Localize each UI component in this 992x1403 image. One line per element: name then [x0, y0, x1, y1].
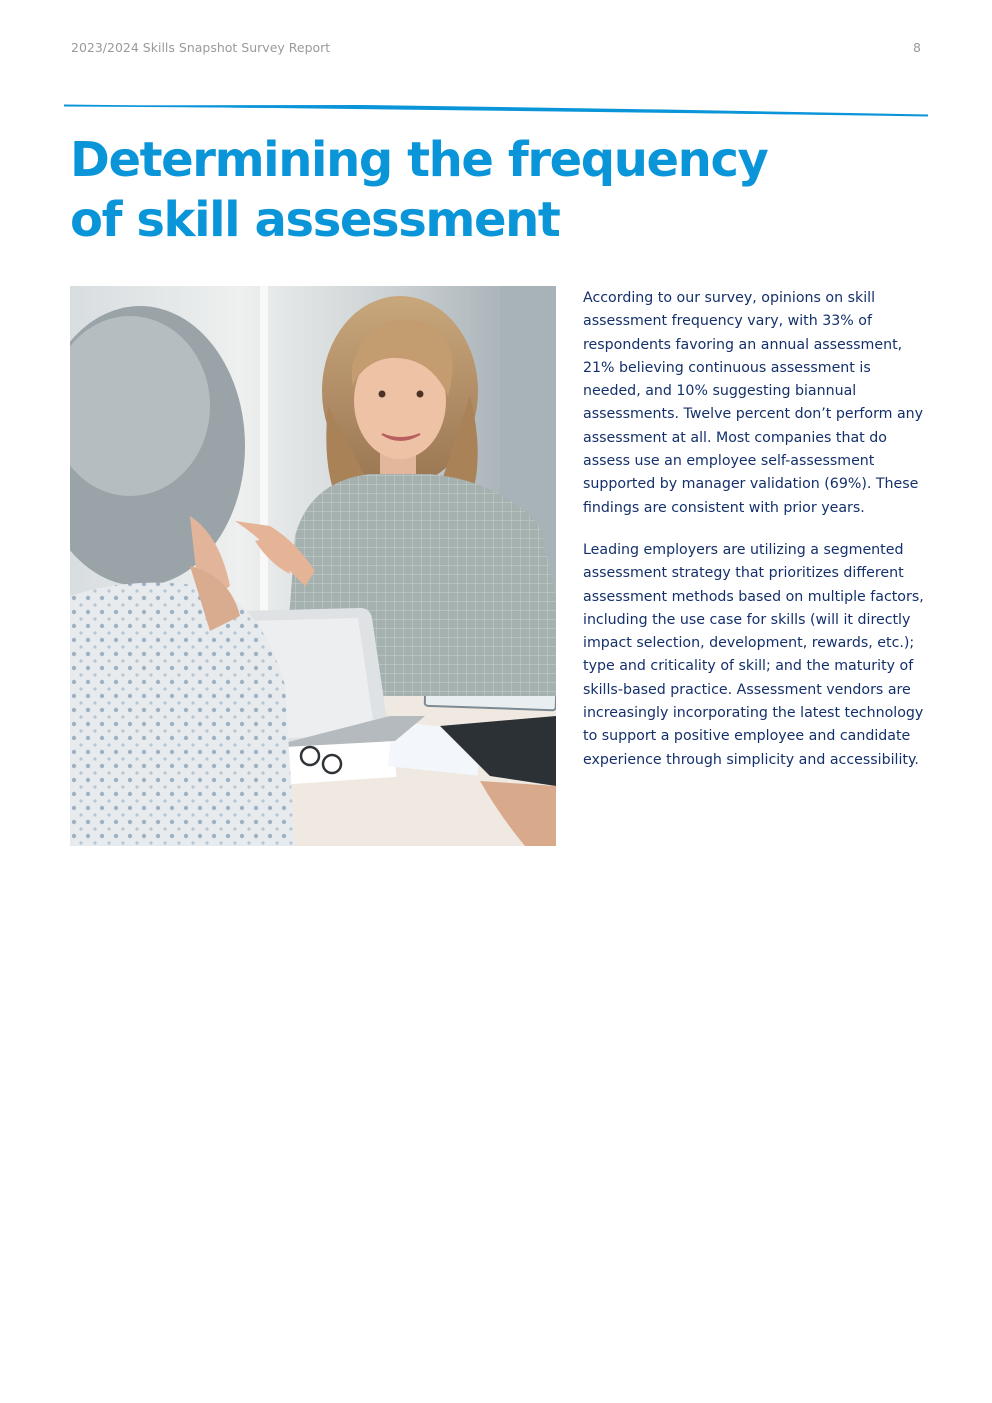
accent-brush-rule [64, 102, 928, 118]
body-paragraph-2: Leading employers are utilizing a segmented assessment strategy that prioritizes different assessment methods based on multiple factors, including the use case for skills (will it directly impact selection, development, rewards, etc.); type and criticality of skill; and the maturity of skills-based practice. Assessment vendors are increasingly incorporating the latest technology to support a positive employee and candidate experience through simplicity and accessibility. [583, 541, 924, 768]
meeting-photo [70, 286, 556, 846]
body-text-column [583, 287, 928, 791]
heading-line-1: Determining the frequency [70, 132, 768, 188]
page-heading [70, 130, 890, 250]
report-title: 2023/2024 Skills Snapshot Survey Report [71, 40, 331, 55]
body-paragraph-1: According to our survey, opinions on skill assessment frequency vary, with 33% of respondents favoring an annual assessment, 21% believing continuous assessment is needed, and 10% suggesting biannual assessments. Twelve percent don’t perform any assessment at all. Most companies that do assess use an employee self-assessment supported by manager validation (69%). These findings are consistent with prior years. [583, 290, 924, 516]
photo-meeting-image [70, 286, 556, 846]
heading-line-2: of skill assessment [70, 192, 560, 248]
page-number: 8 [913, 40, 921, 55]
